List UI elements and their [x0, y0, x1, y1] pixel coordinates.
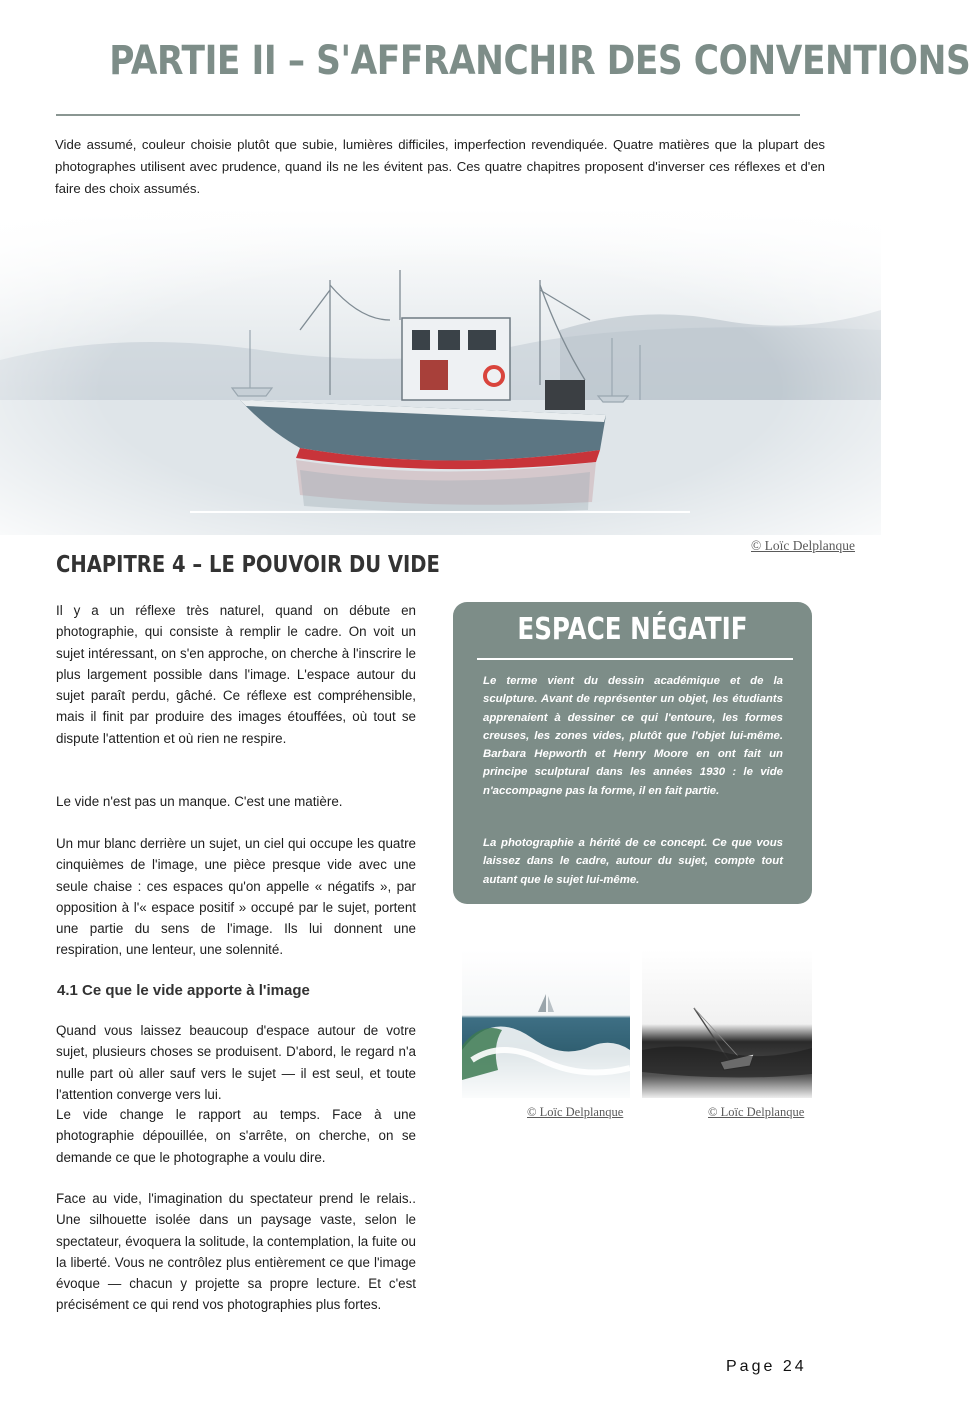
section-paragraph: Le vide change le rapport au temps. Face à une photographie dépouillée, on s'arrête, on cherche, on se demande ce que le photographe a voulu dire. — [56, 1107, 416, 1165]
chapter-paragraph: Il y a un réflexe très naturel, quand on débute en photographie, qui consiste à remplir le cadre. On voit un sujet intéressant, on s'en approche, on cherche à l'inscrire le plus largement possible dans l'image. L'espace autour du sujet paraît perdu, gâché. Ce réflexe est compréhensible, mais il finit par produire des images étouffées, où tout se dispute l'attention et où rien ne respire. — [56, 603, 416, 746]
chapter-paragraph: Le vide n'est pas un manque. C'est une matière. — [56, 794, 343, 809]
hero-photo-credit[interactable]: © Loïc Delplanque — [751, 538, 855, 553]
callout-title: ESPACE NÉGATIF — [517, 612, 748, 647]
hero-photo-boat — [0, 210, 881, 535]
section-paragraph: Quand vous laissez beaucoup d'espace autour de votre sujet, plusieurs choses se produisent. D'abord, le regard n'a nulle part où aller sauf vers le sujet — il est seul, et toute l'attention converge vers lui. — [56, 1023, 416, 1102]
thumbnail-photo-sailboat — [642, 950, 812, 1098]
chapter-paragraph: Un mur blanc derrière un sujet, un ciel qui occupe les quatre cinquièmes de l'image, une pièce presque vide avec une seule chaise : ces espaces qu'on appelle « négatifs », par opposition à l'« espace positif » occupé par le sujet, portent une partie du sens de l'image. Ils lui donnent une respiration, une lenteur, une solennité. — [56, 836, 416, 958]
callout-box — [453, 602, 812, 904]
title-divider — [56, 114, 800, 116]
intro-paragraph: Vide assumé, couleur choisie plutôt que subie, lumières difficiles, imperfection revendiquée. Quatre matières que la plupart des photographes utilisent avec prudence, quand ils ne les évitent pas. Ces quatre chapitres proposent d'inverser ces réflexes et d'en faire des choix assumés. — [55, 137, 825, 196]
section-paragraph: Face au vide, l'imagination du spectateur prend le relais.. Une silhouette isolée dans un paysage vaste, selon le spectateur, évoquera la solitude, la contemplation, la fuite ou la liberté. Vous ne contrôlez plus entièrement ce que l'image évoque — chacun y projette sa propre lecture. Et c'est précisément ce qui rend vos photographies plus fortes. — [56, 1191, 416, 1313]
thumbnail-credit[interactable]: © Loïc Delplanque — [527, 1105, 624, 1119]
thumbnail-photo-wave — [462, 950, 630, 1098]
thumbnail-credit[interactable]: © Loïc Delplanque — [708, 1105, 805, 1119]
callout-paragraph: Le terme vient du dessin académique et de la sculpture. Avant de représenter un objet, les étudiants apprenaient à dessiner ce qui l'entoure, les formes creuses, les zones vides, plutôt que l'objet lui-même. Barbara Hepworth et Henry Moore en ont fait un principe sculptural dans les années 1930 : le vide n'accompagne pas la forme, il en fait partie. — [483, 675, 783, 797]
chapter-title: CHAPITRE 4 – LE POUVOIR DU VIDE — [56, 552, 440, 578]
page-number: Page 24 — [726, 1358, 807, 1375]
callout-divider — [477, 658, 793, 660]
callout-paragraph: La photographie a hérité de ce concept. Ce que vous laissez dans le cadre, autour du sujet, compte tout autant que le sujet lui-même. — [483, 837, 783, 886]
part-title: PARTIE II – S'AFFRANCHIR DES CONVENTIONS — [109, 38, 970, 84]
section-heading: 4.1 Ce que le vide apporte à l'image — [57, 982, 310, 999]
